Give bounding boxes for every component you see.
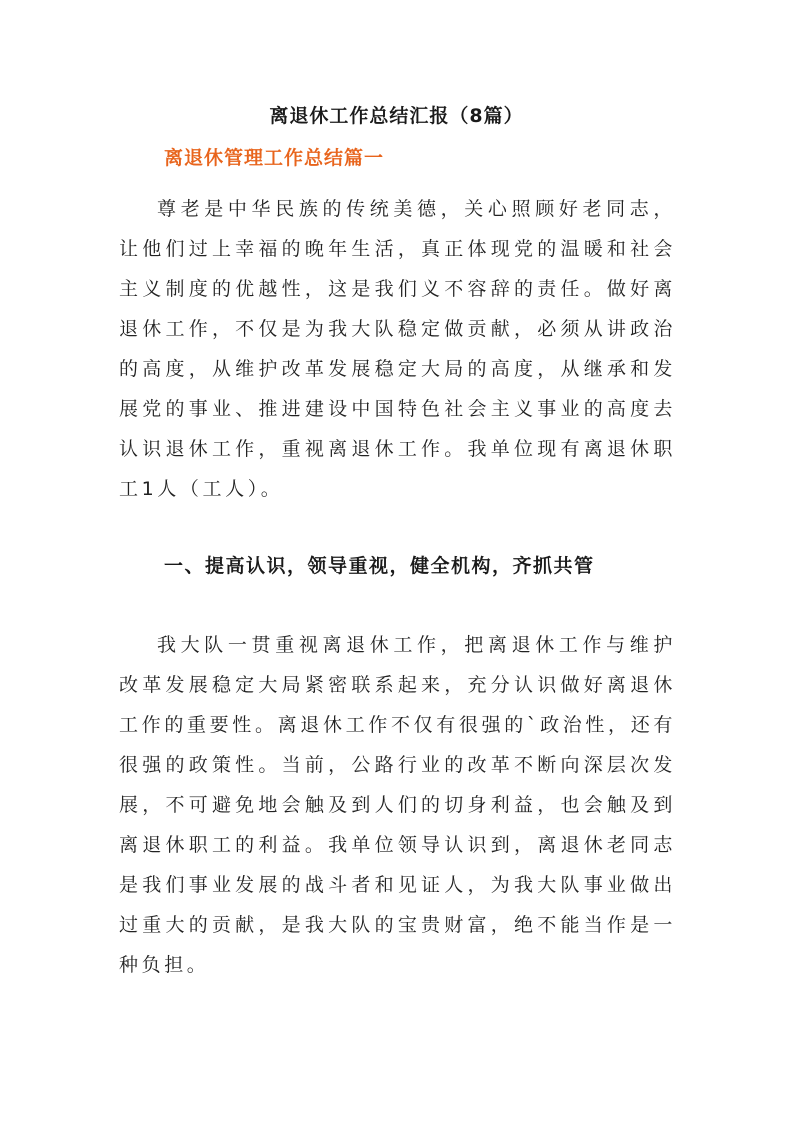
body-paragraph-1: 尊老是中华民族的传统美德，关心照顾好老同志，让他们过上幸福的晚年生活，真正体现党的温暖和社会主义制度的优越性，这是我们义不容辞的责任。做好离退休工作，不仅是为我大队稳定做贡献，必须从讲政治的高度，从维护改革发展稳定大局的高度，从继承和发展党的事业、推进建设中国特色社会主义事业的高度去认识退休工作，重视离退休工作。我单位现有离退休职工1人（工人）。 <box>119 198 676 500</box>
body-paragraph-2: 我大队一贯重视离退休工作，把离退休工作与维护改革发展稳定大局紧密联系起来，充分认识做好离退休工作的重要性。离退休工作不仅有很强的`政治性，还有很强的政策性。当前，公路行业的改革不断向深层次发展，不可避免地会触及到人们的切身利益，也会触及到离退休职工的利益。我单位领导认识到，离退休老同志是我们事业发展的战斗者和见证人，为我大队事业做出过重大的贡献，是我大队的宝贵财富，绝不能当作是一种负担。 <box>119 634 676 976</box>
subheading-1: 一、提高认识，领导重视，健全机构，齐抓共管 <box>164 555 595 577</box>
document-title: 离退休工作总结汇报（8篇） <box>269 105 524 127</box>
section-title: 离退休管理工作总结篇一 <box>164 147 385 169</box>
